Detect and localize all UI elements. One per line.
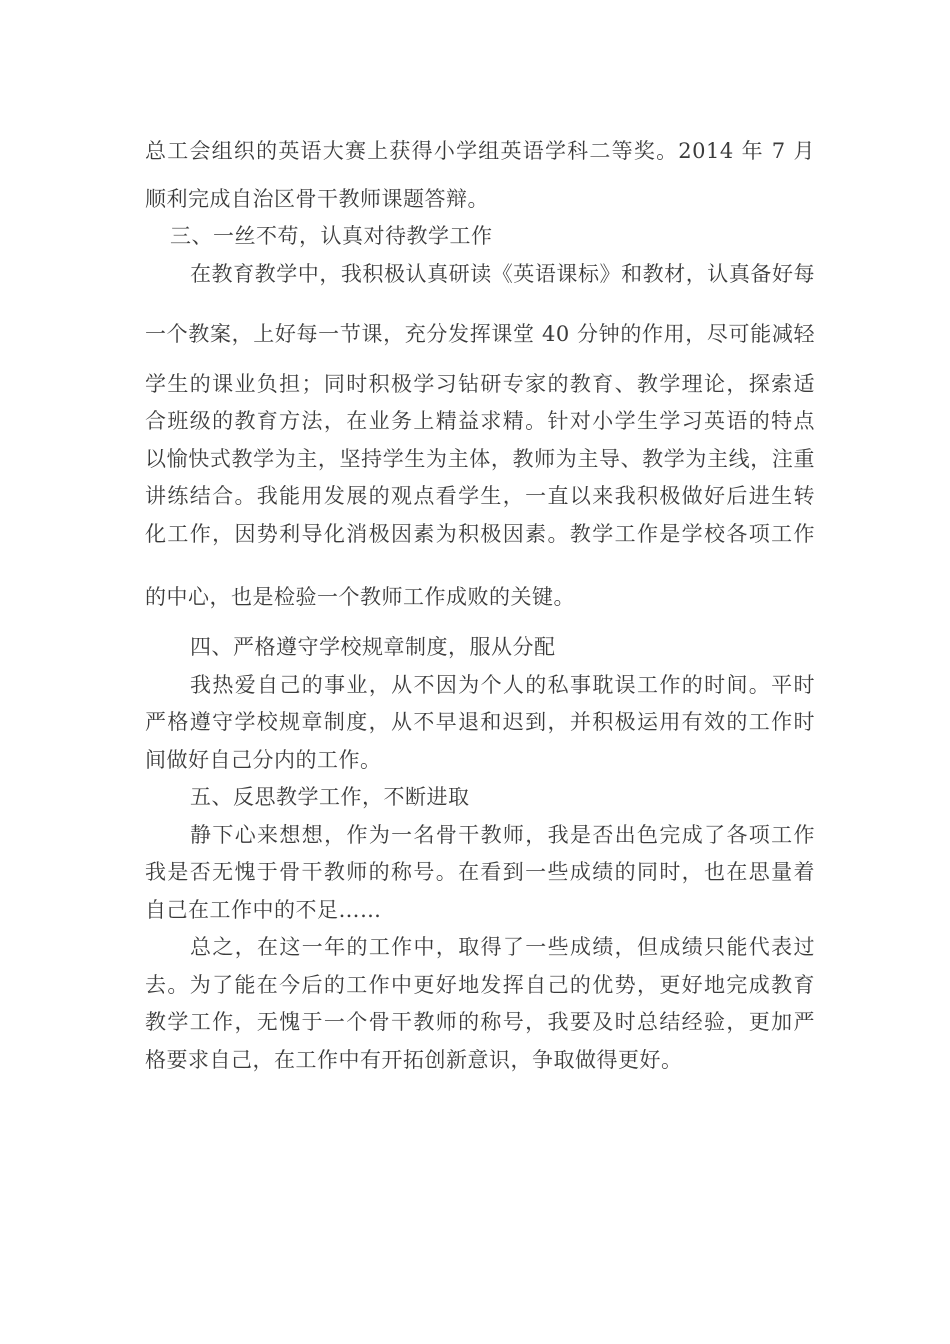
paragraph-line: 以愉快式教学为主，坚持学生为主体，教师为主导、教学为主线，注重: [145, 447, 815, 471]
paragraph-line: 严格遵守学校规章制度，从不早退和迟到，并积极运用有效的工作时: [145, 710, 815, 734]
paragraph-line: 学生的课业负担；同时积极学习钻研专家的教育、教学理论，探索适: [145, 372, 815, 396]
paragraph-line: 顺利完成自治区骨干教师课题答辩。: [145, 187, 489, 211]
paragraph-line: 我热爱自己的事业，从不因为个人的私事耽误工作的时间。平时: [190, 673, 815, 697]
paragraph-line: 总之，在这一年的工作中，取得了一些成绩，但成绩只能代表过: [190, 935, 815, 959]
paragraph-line: 我是否无愧于骨干教师的称号。在看到一些成绩的同时，也在思量着: [145, 860, 815, 884]
paragraph-line: 自己在工作中的不足……: [145, 898, 382, 922]
paragraph-line: 总工会组织的英语大赛上获得小学组英语学科二等奖。2014 年 7 月: [145, 139, 815, 163]
paragraph-line: 在教育教学中，我积极认真研读《英语课标》和教材，认真备好每: [190, 262, 815, 286]
paragraph-line: 讲练结合。我能用发展的观点看学生，一直以来我积极做好后进生转: [145, 484, 815, 508]
section-heading: 四、严格遵守学校规章制度，服从分配: [190, 635, 556, 659]
paragraph-line: 静下心来想想，作为一名骨干教师，我是否出色完成了各项工作: [190, 823, 815, 847]
paragraph-line: 的中心，也是检验一个教师工作成败的关键。: [145, 585, 575, 609]
paragraph-line: 间做好自己分内的工作。: [145, 748, 382, 772]
paragraph-line: 教学工作，无愧于一个骨干教师的称号，我要及时总结经验，更加严: [145, 1010, 815, 1034]
section-heading: 五、反思教学工作，不断进取: [190, 785, 470, 809]
section-heading: 三、一丝不苟，认真对待教学工作: [170, 224, 493, 248]
paragraph-line: 一个教案，上好每一节课，充分发挥课堂 40 分钟的作用，尽可能减轻: [145, 322, 815, 346]
paragraph-line: 去。为了能在今后的工作中更好地发挥自己的优势，更好地完成教育: [145, 973, 815, 997]
paragraph-line: 合班级的教育方法，在业务上精益求精。针对小学生学习英语的特点: [145, 409, 815, 433]
paragraph-line: 化工作，因势利导化消极因素为积极因素。教学工作是学校各项工作: [145, 522, 815, 546]
paragraph-line: 格要求自己，在工作中有开拓创新意识，争取做得更好。: [145, 1048, 683, 1072]
